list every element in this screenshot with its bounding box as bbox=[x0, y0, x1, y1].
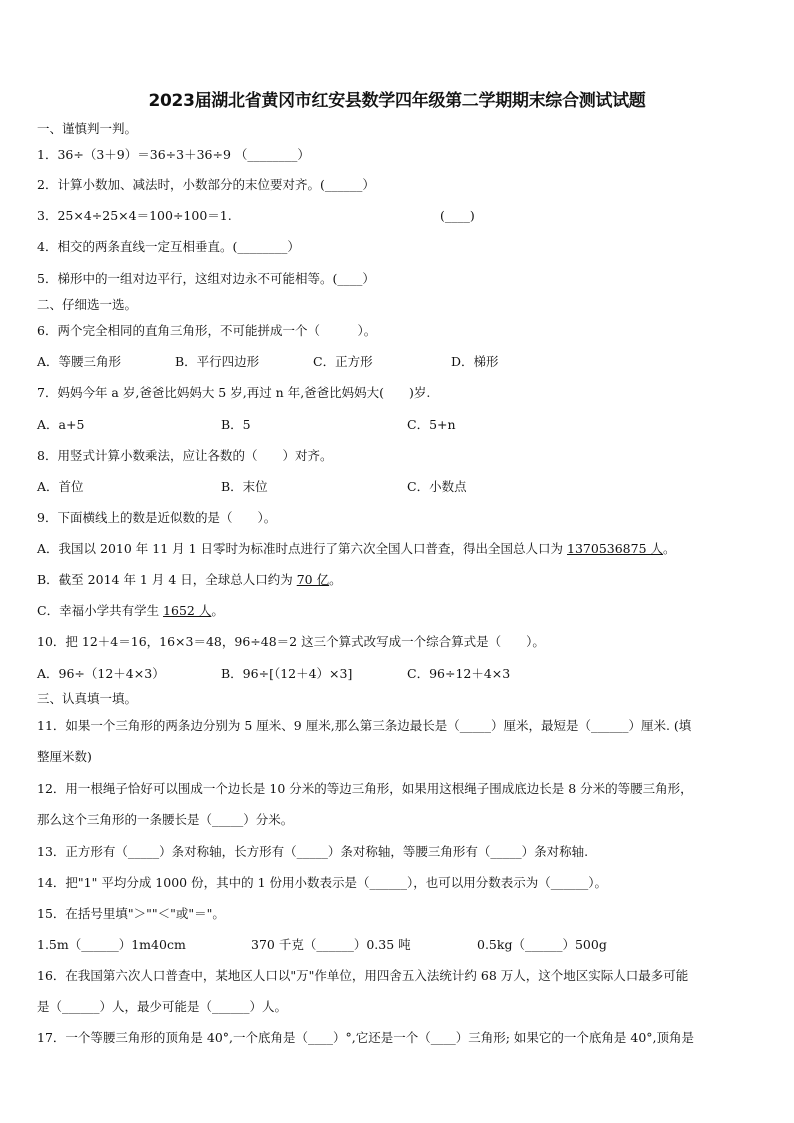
option-c-underlined-number: 1652 人 bbox=[163, 603, 212, 618]
question-9-option-a bbox=[37, 540, 764, 558]
question-1: 1．36÷（3＋9）＝36÷3＋36÷9 （________） bbox=[37, 147, 310, 162]
option-b: B．末位 bbox=[221, 479, 268, 494]
option-a: A．等腰三角形 bbox=[37, 354, 122, 369]
question-11-line-2: 整厘米数) bbox=[37, 749, 92, 764]
option-b: B．96÷[（12＋4）×3] bbox=[221, 666, 353, 681]
compare-item-2: 370 千克（______）0.35 吨 bbox=[251, 937, 411, 952]
question-10-stem: 10．把 12＋4＝16，16×3＝48，96÷48＝2 这三个算式改写成一个综合算式是（ ）。 bbox=[37, 634, 545, 649]
option-c-end: 。 bbox=[211, 603, 224, 618]
option-c: C．正方形 bbox=[313, 354, 373, 369]
option-c-text: C．幸福小学共有学生 bbox=[37, 603, 164, 618]
question-12-line-1: 12．用一根绳子恰好可以围成一个边长是 10 分米的等边三角形，如果用这根绳子围成底边长是 8 分米的等腰三角形， bbox=[37, 781, 693, 796]
option-d: D．梯形 bbox=[451, 354, 499, 369]
question-5: 5．梯形中的一组对边平行，这组对边永不可能相等。(____） bbox=[37, 271, 375, 286]
question-15-items bbox=[37, 936, 764, 954]
option-a: A．96÷（12＋4×3） bbox=[37, 666, 165, 681]
question-15-stem: 15．在括号里填"＞""＜"或"＝"。 bbox=[37, 906, 225, 921]
question-10-options bbox=[37, 665, 764, 683]
question-3-text: 3．25×4÷25×4＝100÷100＝1. bbox=[37, 208, 232, 223]
question-11-line-1: 11．如果一个三角形的两条边分别为 5 厘米、9 厘米,那么第三条边最长是（_____）厘米，最短是（______）厘米. (填 bbox=[37, 718, 692, 733]
question-16-line-2: 是（______）人，最少可能是（______）人。 bbox=[37, 999, 288, 1014]
question-12-line-2: 那么这个三角形的一条腰长是（_____）分米。 bbox=[37, 812, 294, 827]
section-heading-choose: 二、仔细选一选。 bbox=[37, 297, 138, 312]
question-16-line-1: 16．在我国第六次人口普查中，某地区人口以"万"作单位，用四舍五入法统计约 68 万人，这个地区实际人口最多可能 bbox=[37, 968, 689, 983]
page-title: 2023届湖北省黄冈市红安县数学四年级第二学期期末综合测试试题 bbox=[148, 91, 646, 111]
question-14: 14．把"1" 平均分成 1000 份，其中的 1 份用小数表示是（______），也可以用分数表示为（______）。 bbox=[37, 875, 607, 890]
question-8-options bbox=[37, 478, 764, 496]
section-heading-judge: 一、谨慎判一判。 bbox=[37, 121, 138, 136]
question-2: 2．计算小数加、减法时，小数部分的末位要对齐。(______） bbox=[37, 177, 375, 192]
option-c: C．96÷12＋4×3 bbox=[407, 666, 511, 681]
question-3 bbox=[37, 207, 764, 225]
option-a: A．首位 bbox=[37, 479, 84, 494]
section-heading-fill: 三、认真填一填。 bbox=[37, 691, 138, 706]
compare-item-3: 0.5kg（______）500g bbox=[477, 937, 607, 952]
question-8-stem: 8．用竖式计算小数乘法，应让各数的（ ）对齐。 bbox=[37, 448, 333, 463]
option-c: C．5+n bbox=[407, 417, 456, 432]
option-b-end: 。 bbox=[329, 572, 342, 587]
question-9-stem: 9．下面横线上的数是近似数的是（ ）。 bbox=[37, 510, 277, 525]
question-6-options bbox=[37, 353, 764, 371]
question-6-stem: 6．两个完全相同的直角三角形，不可能拼成一个（ ）。 bbox=[37, 323, 377, 338]
option-b-underlined-number: 70 亿 bbox=[296, 572, 330, 587]
question-17-line-1: 17．一个等腰三角形的顶角是 40°,一个底角是（____）°,它还是一个（____）三角形; 如果它的一个底角是 40°,顶角是 bbox=[37, 1030, 695, 1045]
option-b: B．5 bbox=[221, 417, 251, 432]
option-b: B．平行四边形 bbox=[175, 354, 260, 369]
compare-item-1: 1.5m（______）1m40cm bbox=[37, 937, 186, 952]
option-a: A．a+5 bbox=[37, 417, 85, 432]
option-a-underlined-number: 1370536875 人 bbox=[567, 541, 664, 556]
question-3-blank: (____) bbox=[440, 208, 475, 223]
option-b-text: B．截至 2014 年 1 月 4 日，全球总人口约为 bbox=[37, 572, 297, 587]
question-4: 4．相交的两条直线一定互相垂直。(________） bbox=[37, 239, 300, 254]
option-a-end: 。 bbox=[663, 541, 676, 556]
question-7-stem: 7．妈妈今年 a 岁,爸爸比妈妈大 5 岁,再过 n 年,爸爸比妈妈大( )岁. bbox=[37, 385, 431, 400]
question-13: 13．正方形有（_____）条对称轴，长方形有（_____）条对称轴，等腰三角形有（_____）条对称轴. bbox=[37, 844, 589, 859]
question-9-option-c bbox=[37, 602, 764, 620]
option-a-text: A．我国以 2010 年 11 月 1 日零时为标准时点进行了第六次全国人口普查，得出全国总人口为 bbox=[37, 541, 568, 556]
option-c: C．小数点 bbox=[407, 479, 467, 494]
question-7-options bbox=[37, 416, 764, 434]
question-9-option-b bbox=[37, 571, 764, 589]
